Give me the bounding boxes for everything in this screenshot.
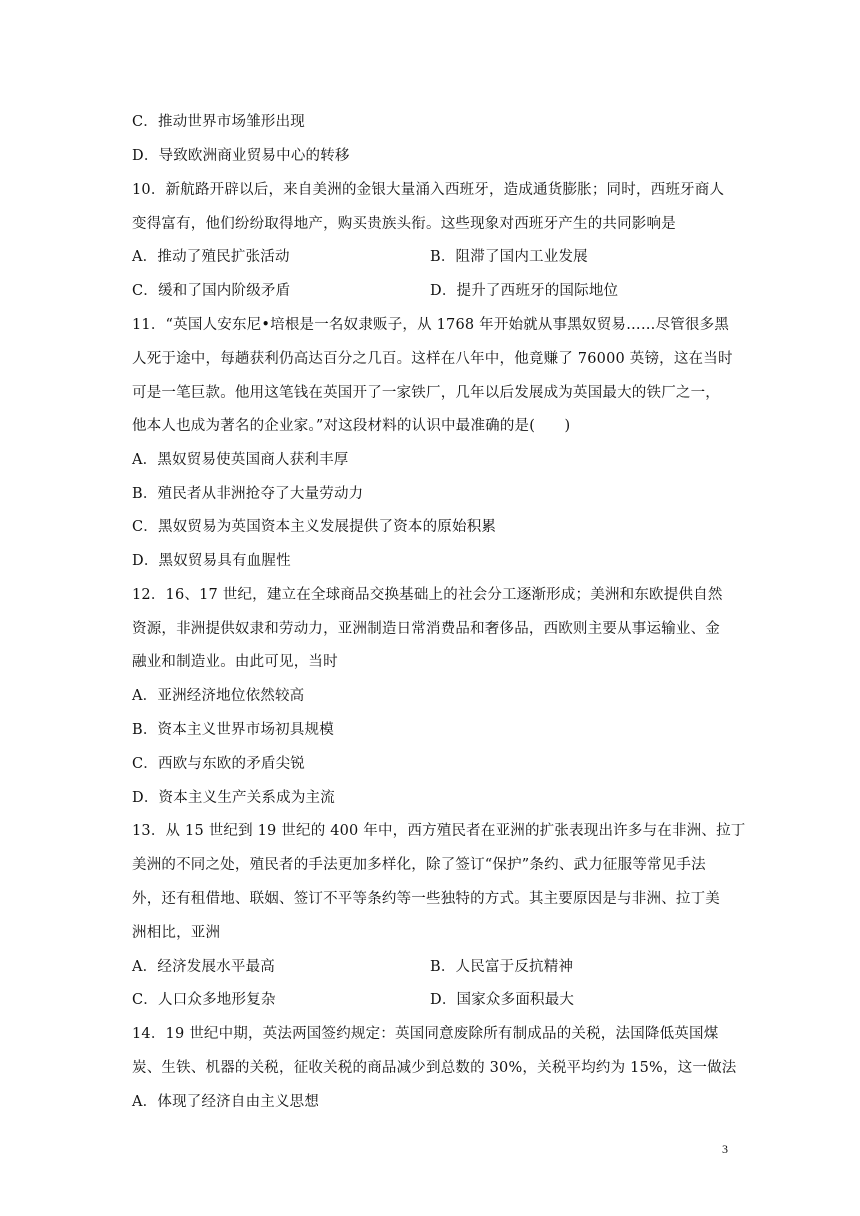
q9-option-d: D．导致欧洲商业贸易中心的转移 [132, 148, 350, 164]
q10-option-b: B．阻滞了国内工业发展 [430, 249, 588, 265]
q13-stem-line: 洲相比，亚洲 [132, 925, 221, 941]
q11-option-b: B．殖民者从非洲抢夺了大量劳动力 [132, 486, 364, 502]
q12-stem-line: 资源，非洲提供奴隶和劳动力，亚洲制造日常消费品和奢侈品，西欧则主要从事运输业、金 [132, 621, 720, 637]
q13-stem-line: 13．从 15 世纪到 19 世纪的 400 年中，西方殖民者在亚洲的扩张表现出许多与在非洲、拉丁 [132, 823, 746, 839]
q11-option-a: A．黑奴贸易使英国商人获利丰厚 [132, 452, 349, 468]
q10-options-cd [132, 281, 619, 301]
q14-stem-line: 炭、生铁、机器的关税，征收关税的商品减少到总数的 30%，关税平均约为 15%，这一做法 [132, 1060, 737, 1076]
q13-stem-line: 外，还有租借地、联姻、签订不平等条约等一些独特的方式。其主要原因是与非洲、拉丁美 [132, 891, 720, 907]
q12-option-a: A．亚洲经济地位依然较高 [132, 688, 305, 704]
q11-stem-line: 人死于途中，每趟获利仍高达百分之几百。这样在八年中，他竟赚了 76000 英镑，这在当时 [132, 351, 733, 367]
q11-option-d: D．黑奴贸易具有血腥性 [132, 553, 291, 569]
q11-stem-line: 他本人也成为著名的企业家。”对这段材料的认识中最准确的是( ) [132, 418, 571, 434]
q12-option-d: D．资本主义生产关系成为主流 [132, 790, 335, 806]
q12-option-c: C．西欧与东欧的矛盾尖锐 [132, 756, 305, 772]
q13-option-a: A．经济发展水平最高 [132, 959, 275, 975]
page-number: 3 [722, 1142, 728, 1156]
q9-option-c: C．推动世界市场雏形出现 [132, 114, 305, 130]
q11-option-c: C．黑奴贸易为英国资本主义发展提供了资本的原始积累 [132, 519, 497, 535]
q10-option-a: A．推动了殖民扩张活动 [132, 249, 290, 265]
q11-stem-line: 11．“英国人安东尼•培根是一名奴隶贩子，从 1768 年开始就从事黑奴贸易……尽管很多黑 [132, 317, 730, 333]
q14-stem-line: 14．19 世纪中期，英法两国签约规定：英国同意废除所有制成品的关税，法国降低英国煤 [132, 1026, 719, 1042]
q10-options-ab [132, 247, 588, 267]
q13-option-d: D．国家众多面积最大 [430, 992, 575, 1008]
q10-option-c: C．缓和了国内阶级矛盾 [132, 283, 291, 299]
q10-option-d: D．提升了西班牙的国际地位 [430, 283, 619, 299]
q13-options-ab [132, 957, 574, 977]
q10-stem-line: 变得富有，他们纷纷取得地产，购买贵族头衔。这些现象对西班牙产生的共同影响是 [132, 216, 676, 232]
q11-stem-line: 可是一笔巨款。他用这笔钱在英国开了一家铁厂，几年以后发展成为英国最大的铁厂之一， [132, 385, 720, 401]
q14-option-a: A．体现了经济自由主义思想 [132, 1094, 320, 1110]
q13-option-b: B．人民富于反抗精神 [430, 959, 574, 975]
q12-stem-line: 融业和制造业。由此可见，当时 [132, 654, 338, 670]
q13-option-c: C．人口众多地形复杂 [132, 992, 276, 1008]
q12-option-b: B．资本主义世界市场初具规模 [132, 722, 334, 738]
q13-options-cd [132, 990, 575, 1010]
q10-stem-line: 10．新航路开辟以后，来自美洲的金银大量涌入西班牙，造成通货膨胀；同时，西班牙商人 [132, 182, 725, 198]
q12-stem-line: 12．16、17 世纪，建立在全球商品交换基础上的社会分工逐渐形成；美洲和东欧提供自然 [132, 587, 723, 603]
q13-stem-line: 美洲的不同之处，殖民者的手法更加多样化，除了签订“保护”条约、武力征服等常见手法 [132, 857, 706, 873]
